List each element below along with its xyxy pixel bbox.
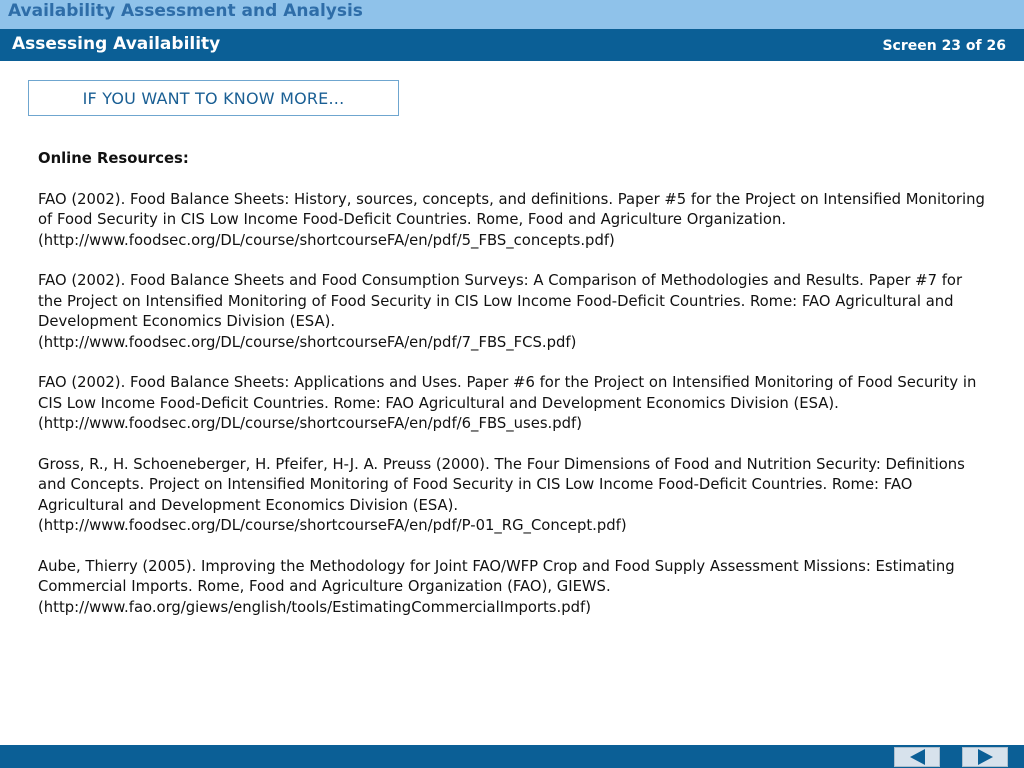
know-more-label: IF YOU WANT TO KNOW MORE... [82, 88, 345, 108]
reference-item: Aube, Thierry (2005). Improving the Methodology for Joint FAO/WFP Crop and Food Supply Assessment Missions: Estimating Commercial Imports. Rome, Food and Agriculture Organization (FAO), GIEWS. (http://www.fao.org/giews/english/tools/EstimatingCommercialImports.pdf) [38, 558, 955, 616]
previous-screen-button[interactable] [894, 747, 940, 767]
course-title-bar [0, 0, 1024, 29]
reference-item: FAO (2002). Food Balance Sheets: Applications and Uses. Paper #6 for the Project on Intensified Monitoring of Food Security in CIS Low Income Food-Deficit Countries. Rome: FAO Agricultural and Development Economics Division (ESA). (http://www.foodsec.org/DL/course/shortcourseFA/en/pdf/6_FBS_uses.pdf) [38, 374, 977, 433]
reference-item: FAO (2002). Food Balance Sheets and Food Consumption Surveys: A Comparison of Methodologies and Results. Paper #7 for the Project on Intensified Monitoring of Food Security in CIS Low Income Food-Deficit Countries. Rome: FAO Agricultural and Development Economics Division (ESA). (http://www.foodsec.org/DL/course/shortcourseFA/en/pdf/7_FBS_FCS.pdf) [38, 272, 963, 351]
footer-navigation-bar [0, 745, 1024, 768]
left-triangle-icon [910, 749, 925, 765]
resources-heading: Online Resources: [38, 150, 189, 167]
section-title: Assessing Availability [12, 34, 221, 54]
next-screen-button[interactable] [962, 747, 1008, 767]
reference-item: Gross, R., H. Schoeneberger, H. Pfeifer, H-J. A. Preuss (2000). The Four Dimensions of Food and Nutrition Security: Definitions and Concepts. Project on Intensified Monitoring of Food Security in CIS Low Income Food-Deficit Countries. Rome: FAO Agricultural and Development Economics Division (ESA). (http://www.foodsec.org/DL/course/shortcourseFA/en/pdf/P-01_RG_Concept.pdf) [38, 456, 965, 535]
right-triangle-icon [978, 749, 993, 765]
resources-content [38, 149, 988, 639]
course-title: Availability Assessment and Analysis [8, 1, 363, 21]
screen-counter: Screen 23 of 26 [882, 38, 1006, 54]
know-more-box [28, 80, 399, 116]
reference-item: FAO (2002). Food Balance Sheets: History, sources, concepts, and definitions. Paper #5 for the Project on Intensified Monitoring of Food Security in CIS Low Income Food-Deficit Countries. Rome, Food and Agriculture Organization. (http://www.foodsec.org/DL/course/shortcourseFA/en/pdf/5_FBS_concepts.pdf) [38, 190, 985, 249]
section-title-bar [0, 29, 1024, 61]
